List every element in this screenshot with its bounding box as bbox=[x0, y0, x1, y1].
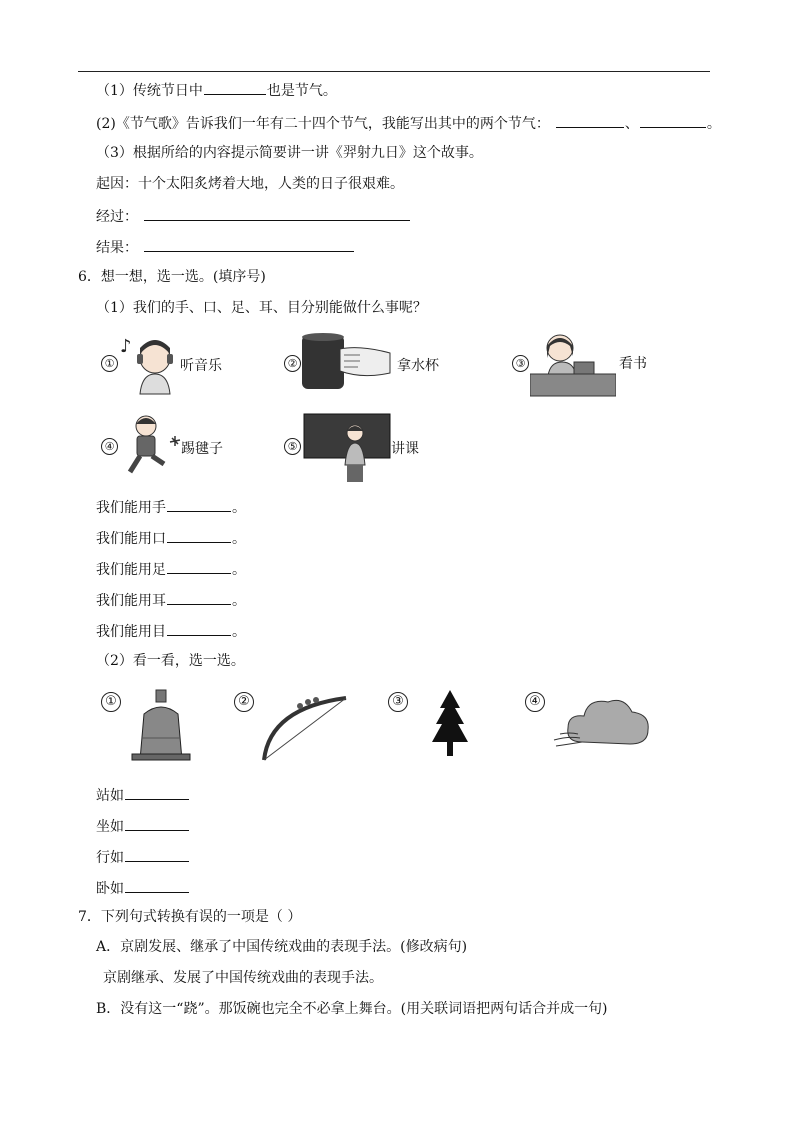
q5-part1-suffix: 也是节气。 bbox=[266, 83, 337, 99]
fill-label: 我们能用足 bbox=[96, 562, 166, 578]
fill-hand bbox=[96, 497, 246, 517]
teacher-blackboard-icon bbox=[303, 413, 391, 483]
q7-option-a-answer: 京剧继承、发展了中国传统戏曲的表现手法。 bbox=[103, 970, 383, 986]
fill-end: 。 bbox=[232, 624, 246, 640]
answer-blank[interactable] bbox=[125, 878, 189, 893]
idiom-stand bbox=[96, 785, 190, 805]
q5-part2 bbox=[96, 113, 721, 133]
q5-process bbox=[96, 206, 411, 226]
boy-headphones-icon bbox=[118, 330, 180, 396]
idiom-lie bbox=[96, 878, 190, 898]
bell-icon bbox=[128, 688, 194, 762]
idiom-label: 坐如 bbox=[96, 819, 124, 835]
q5-part3: （3）根据所给的内容提示简要讲一讲《羿射九日》这个故事。 bbox=[96, 145, 483, 161]
picture-label: 拿水杯 bbox=[397, 358, 439, 374]
picture-label: 听音乐 bbox=[180, 358, 222, 374]
fill-end: 。 bbox=[232, 531, 246, 547]
q6-sub1: （1）我们的手、口、足、耳、目分别能做什么事呢？ bbox=[96, 300, 427, 316]
hand-cup-icon bbox=[300, 331, 392, 393]
fill-end: 。 bbox=[232, 562, 246, 578]
header-rule bbox=[78, 71, 710, 72]
q5-part1-prefix: （1）传统节日中 bbox=[96, 83, 203, 99]
picture-number: ① bbox=[101, 355, 118, 372]
picture-number: ③ bbox=[388, 692, 408, 712]
idiom-label: 行如 bbox=[96, 850, 124, 866]
fill-eye bbox=[96, 621, 246, 641]
picture-number: ③ bbox=[512, 355, 529, 372]
answer-blank[interactable] bbox=[167, 528, 231, 543]
fill-label: 我们能用口 bbox=[96, 531, 166, 547]
answer-blank[interactable] bbox=[167, 559, 231, 574]
fill-end: 。 bbox=[232, 500, 246, 516]
svg-text:♪: ♪ bbox=[120, 336, 132, 357]
q5-part2-sep: 、 bbox=[624, 116, 639, 132]
answer-blank[interactable] bbox=[204, 80, 266, 95]
answer-blank[interactable] bbox=[144, 206, 410, 221]
picture-label: 讲课 bbox=[391, 441, 419, 457]
fill-end: 。 bbox=[232, 593, 246, 609]
wind-cloud-icon bbox=[552, 690, 656, 754]
picture-number: ⑤ bbox=[284, 438, 301, 455]
girl-reading-icon bbox=[530, 328, 616, 398]
picture-number: ④ bbox=[525, 692, 545, 712]
q5-part2-text: (2)《节气歌》告诉我们一年有二十四个节气，我能写出其中的两个节气： bbox=[96, 116, 550, 132]
fill-mouth bbox=[96, 528, 246, 548]
q5-result-label: 结果： bbox=[96, 240, 138, 256]
idiom-label: 卧如 bbox=[96, 881, 124, 897]
fill-label: 我们能用目 bbox=[96, 624, 166, 640]
idiom-sit bbox=[96, 816, 190, 836]
answer-blank[interactable] bbox=[556, 113, 624, 128]
answer-blank[interactable] bbox=[125, 816, 189, 831]
q6-title: 6．想一想，选一选。(填序号) bbox=[78, 269, 266, 285]
answer-blank[interactable] bbox=[125, 847, 189, 862]
picture-label: 踢毽子 bbox=[181, 441, 223, 457]
q5-part2-end: 。 bbox=[706, 116, 721, 132]
boy-kicking-icon bbox=[120, 412, 182, 482]
q7-title: 7．下列句式转换有误的一项是（ ） bbox=[78, 909, 302, 925]
picture-number: ④ bbox=[101, 438, 118, 455]
idiom-walk bbox=[96, 847, 190, 867]
idiom-label: 站如 bbox=[96, 788, 124, 804]
fill-label: 我们能用手 bbox=[96, 500, 166, 516]
picture-number: ① bbox=[101, 692, 121, 712]
pine-tree-icon bbox=[428, 688, 472, 760]
answer-blank[interactable] bbox=[167, 497, 231, 512]
bow-icon bbox=[260, 688, 350, 762]
picture-number: ② bbox=[284, 355, 301, 372]
answer-blank[interactable] bbox=[144, 237, 354, 252]
picture-label: 看书 bbox=[619, 356, 647, 372]
picture-number: ② bbox=[234, 692, 254, 712]
fill-foot bbox=[96, 559, 246, 579]
fill-ear bbox=[96, 590, 246, 610]
answer-blank[interactable] bbox=[640, 113, 706, 128]
answer-blank[interactable] bbox=[167, 621, 231, 636]
answer-blank[interactable] bbox=[167, 590, 231, 605]
q5-result bbox=[96, 237, 355, 257]
q5-process-label: 经过： bbox=[96, 209, 138, 225]
q6-sub2: （2）看一看，选一选。 bbox=[96, 653, 245, 669]
answer-blank[interactable] bbox=[125, 785, 189, 800]
q5-part1 bbox=[96, 80, 337, 100]
q7-option-b: B．没有这一“跷”。那饭碗也完全不必拿上舞台。(用关联词语把两句话合并成一句) bbox=[96, 1001, 608, 1017]
q7-option-a: A．京剧发展、继承了中国传统戏曲的表现手法。(修改病句) bbox=[96, 939, 468, 955]
q5-cause: 起因：十个太阳炙烤着大地，人类的日子很艰难。 bbox=[96, 176, 404, 192]
fill-label: 我们能用耳 bbox=[96, 593, 166, 609]
